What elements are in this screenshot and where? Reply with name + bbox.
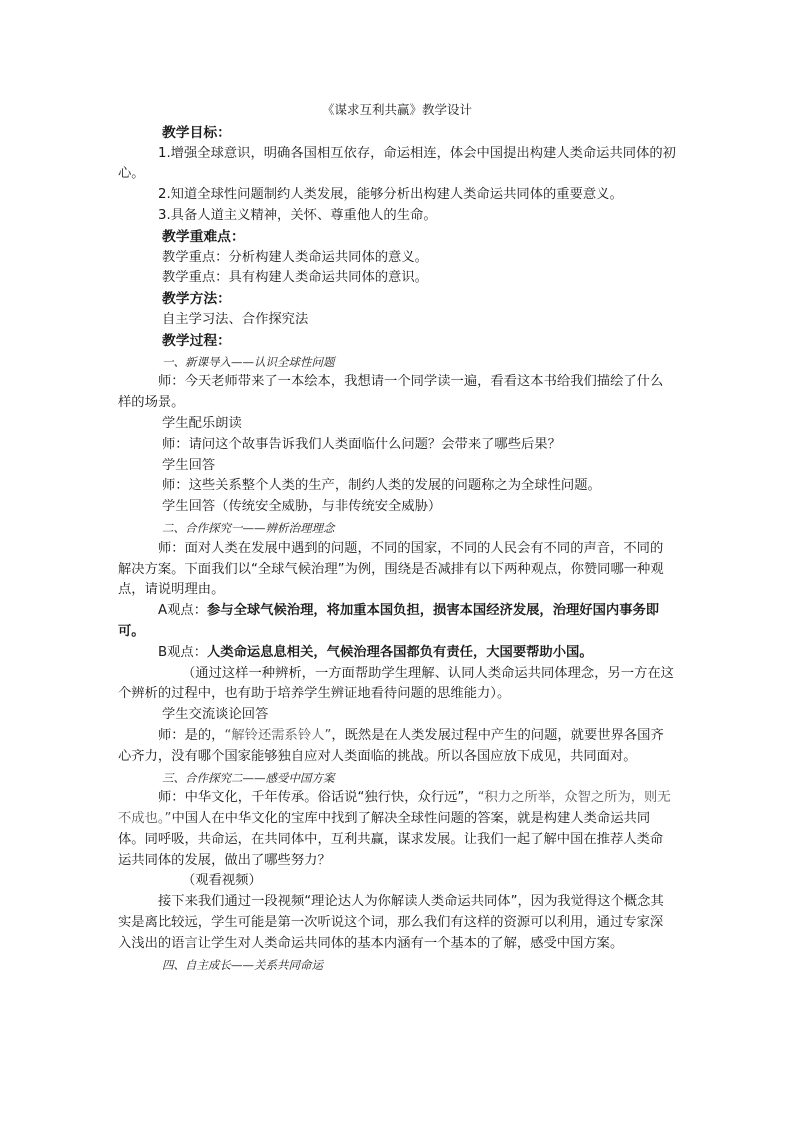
paragraph-11-lead: 师：中华文化，千年传承。俗话说“独行快，众行远”， xyxy=(158,790,478,806)
section-4-heading: 四、自主成长——关系共同命运 xyxy=(162,957,323,972)
section-3-heading: 三、合作探究二——感受中国方案 xyxy=(162,770,335,785)
document-body xyxy=(118,100,676,975)
paragraph-6: 学生回答（传统安全威胁，与非传统安全威胁） xyxy=(162,499,442,515)
methods-text: 自主学习法、合作探究法 xyxy=(162,311,309,327)
viewpoint-a-label: A观点： xyxy=(158,603,207,619)
objectives-heading: 教学目标： xyxy=(162,124,231,141)
paragraph-1: 师：今天老师带来了一本绘本，我想请一个同学读一遍，看看这本书给我们描绘了什么样的场景。 xyxy=(118,374,664,411)
paragraph-9: 学生交流谈论回答 xyxy=(162,707,269,723)
paragraph-7: 师：面对人类在发展中遇到的问题，不同的国家，不同的人民会有不同的声音，不同的解决方案。下面我们以“全球气候治理”为例，围绕是否减排有以下两种观点，你赞同哪一种观点，请说明理由。 xyxy=(118,540,664,598)
paragraph-12: （观看视频） xyxy=(182,873,262,889)
section-1-heading: 一、新课导入——认识全球性问题 xyxy=(162,354,335,369)
viewpoint-a xyxy=(118,601,676,643)
keypoints-heading: 教学重难点： xyxy=(162,228,245,245)
paragraph-10-rest: ，既然是在人类发展过程中产生的问题，就要世界各国齐心齐力，没有哪个国家能够独自应对人类面临的挑战。所以各国应放下成见，共同面对。 xyxy=(118,727,664,764)
objective-2: 2.知道全球性问题制约人类发展，能够分析出构建人类命运共同体的重要意义。 xyxy=(158,187,623,203)
viewpoint-b-text: 人类命运息息相关，气候治理各国都负有责任，大国要帮助小国。 xyxy=(207,644,593,660)
paragraph-10-lead: 师：是的， xyxy=(158,727,225,743)
objective-1: 1.增强全球意识，明确各国相互依存，命运相连，体会中国提出构建人类命运共同体的初心。 xyxy=(118,145,676,182)
document-title: 《谋求互利共赢》教学设计 xyxy=(321,102,472,117)
viewpoint-a-text: 参与全球气候治理，将加重本国负担，损害本国经济发展，治理好国内事务即可。 xyxy=(118,603,660,639)
paragraph-11-quote: “积力之所举，众智之所为，则无不成也。” xyxy=(118,790,671,827)
viewpoint-b xyxy=(118,643,676,664)
section-2-heading: 二、合作探究一——辨析治理理念 xyxy=(162,520,335,535)
paragraph-10-quote: “解铃还需系铃人” xyxy=(224,727,332,743)
paragraph-2: 学生配乐朗读 xyxy=(162,415,242,431)
methods-heading: 教学方法： xyxy=(162,291,231,308)
viewpoint-b-label: B观点： xyxy=(158,644,208,660)
paragraph-8: （通过这样一种辨析，一方面帮助学生理解、认同人类命运共同体理念，另一方在这个辨析的过程中，也有助于培养学生辨证地看待问题的思维能力）。 xyxy=(118,665,674,702)
paragraph-10 xyxy=(118,726,676,768)
keypoint-2: 教学重点：具有构建人类命运共同体的意识。 xyxy=(162,270,428,286)
paragraph-3: 师：请问这个故事告诉我们人类面临什么问题？会带来了哪些后果？ xyxy=(162,436,561,452)
paragraph-11-rest: 中国人在中华文化的宝库中找到了解决全球性问题的答案，就是构建人类命运共同体。同呼吸，共命运，在共同体中，互利共赢，谋求发展。让我们一起了解中国在推荐人类命运共同体的发展，做出了哪些努力？ xyxy=(118,811,664,868)
keypoint-1: 教学重点：分析构建人类命运共同体的意义。 xyxy=(162,249,428,265)
paragraph-13: 接下来我们通过一段视频“理论达人为你解读人类命运共同体”，因为我觉得这个概念其实是离比较远，学生可能是第一次听说这个词，那么我们有这样的资源可以利用，通过专家深入浅出的语言让学生对人类命运共同体的基本内涵有一个基本的了解，感受中国方案。 xyxy=(118,894,664,951)
paragraph-5: 师：这些关系整个人类的生产，制约人类的发展的问题称之为全球性问题。 xyxy=(162,478,601,494)
process-heading: 教学过程： xyxy=(162,332,231,349)
objective-3: 3.具备人道主义精神，关怀、尊重他人的生命。 xyxy=(158,207,437,223)
paragraph-11 xyxy=(118,788,676,871)
paragraph-4: 学生回答 xyxy=(162,457,216,473)
